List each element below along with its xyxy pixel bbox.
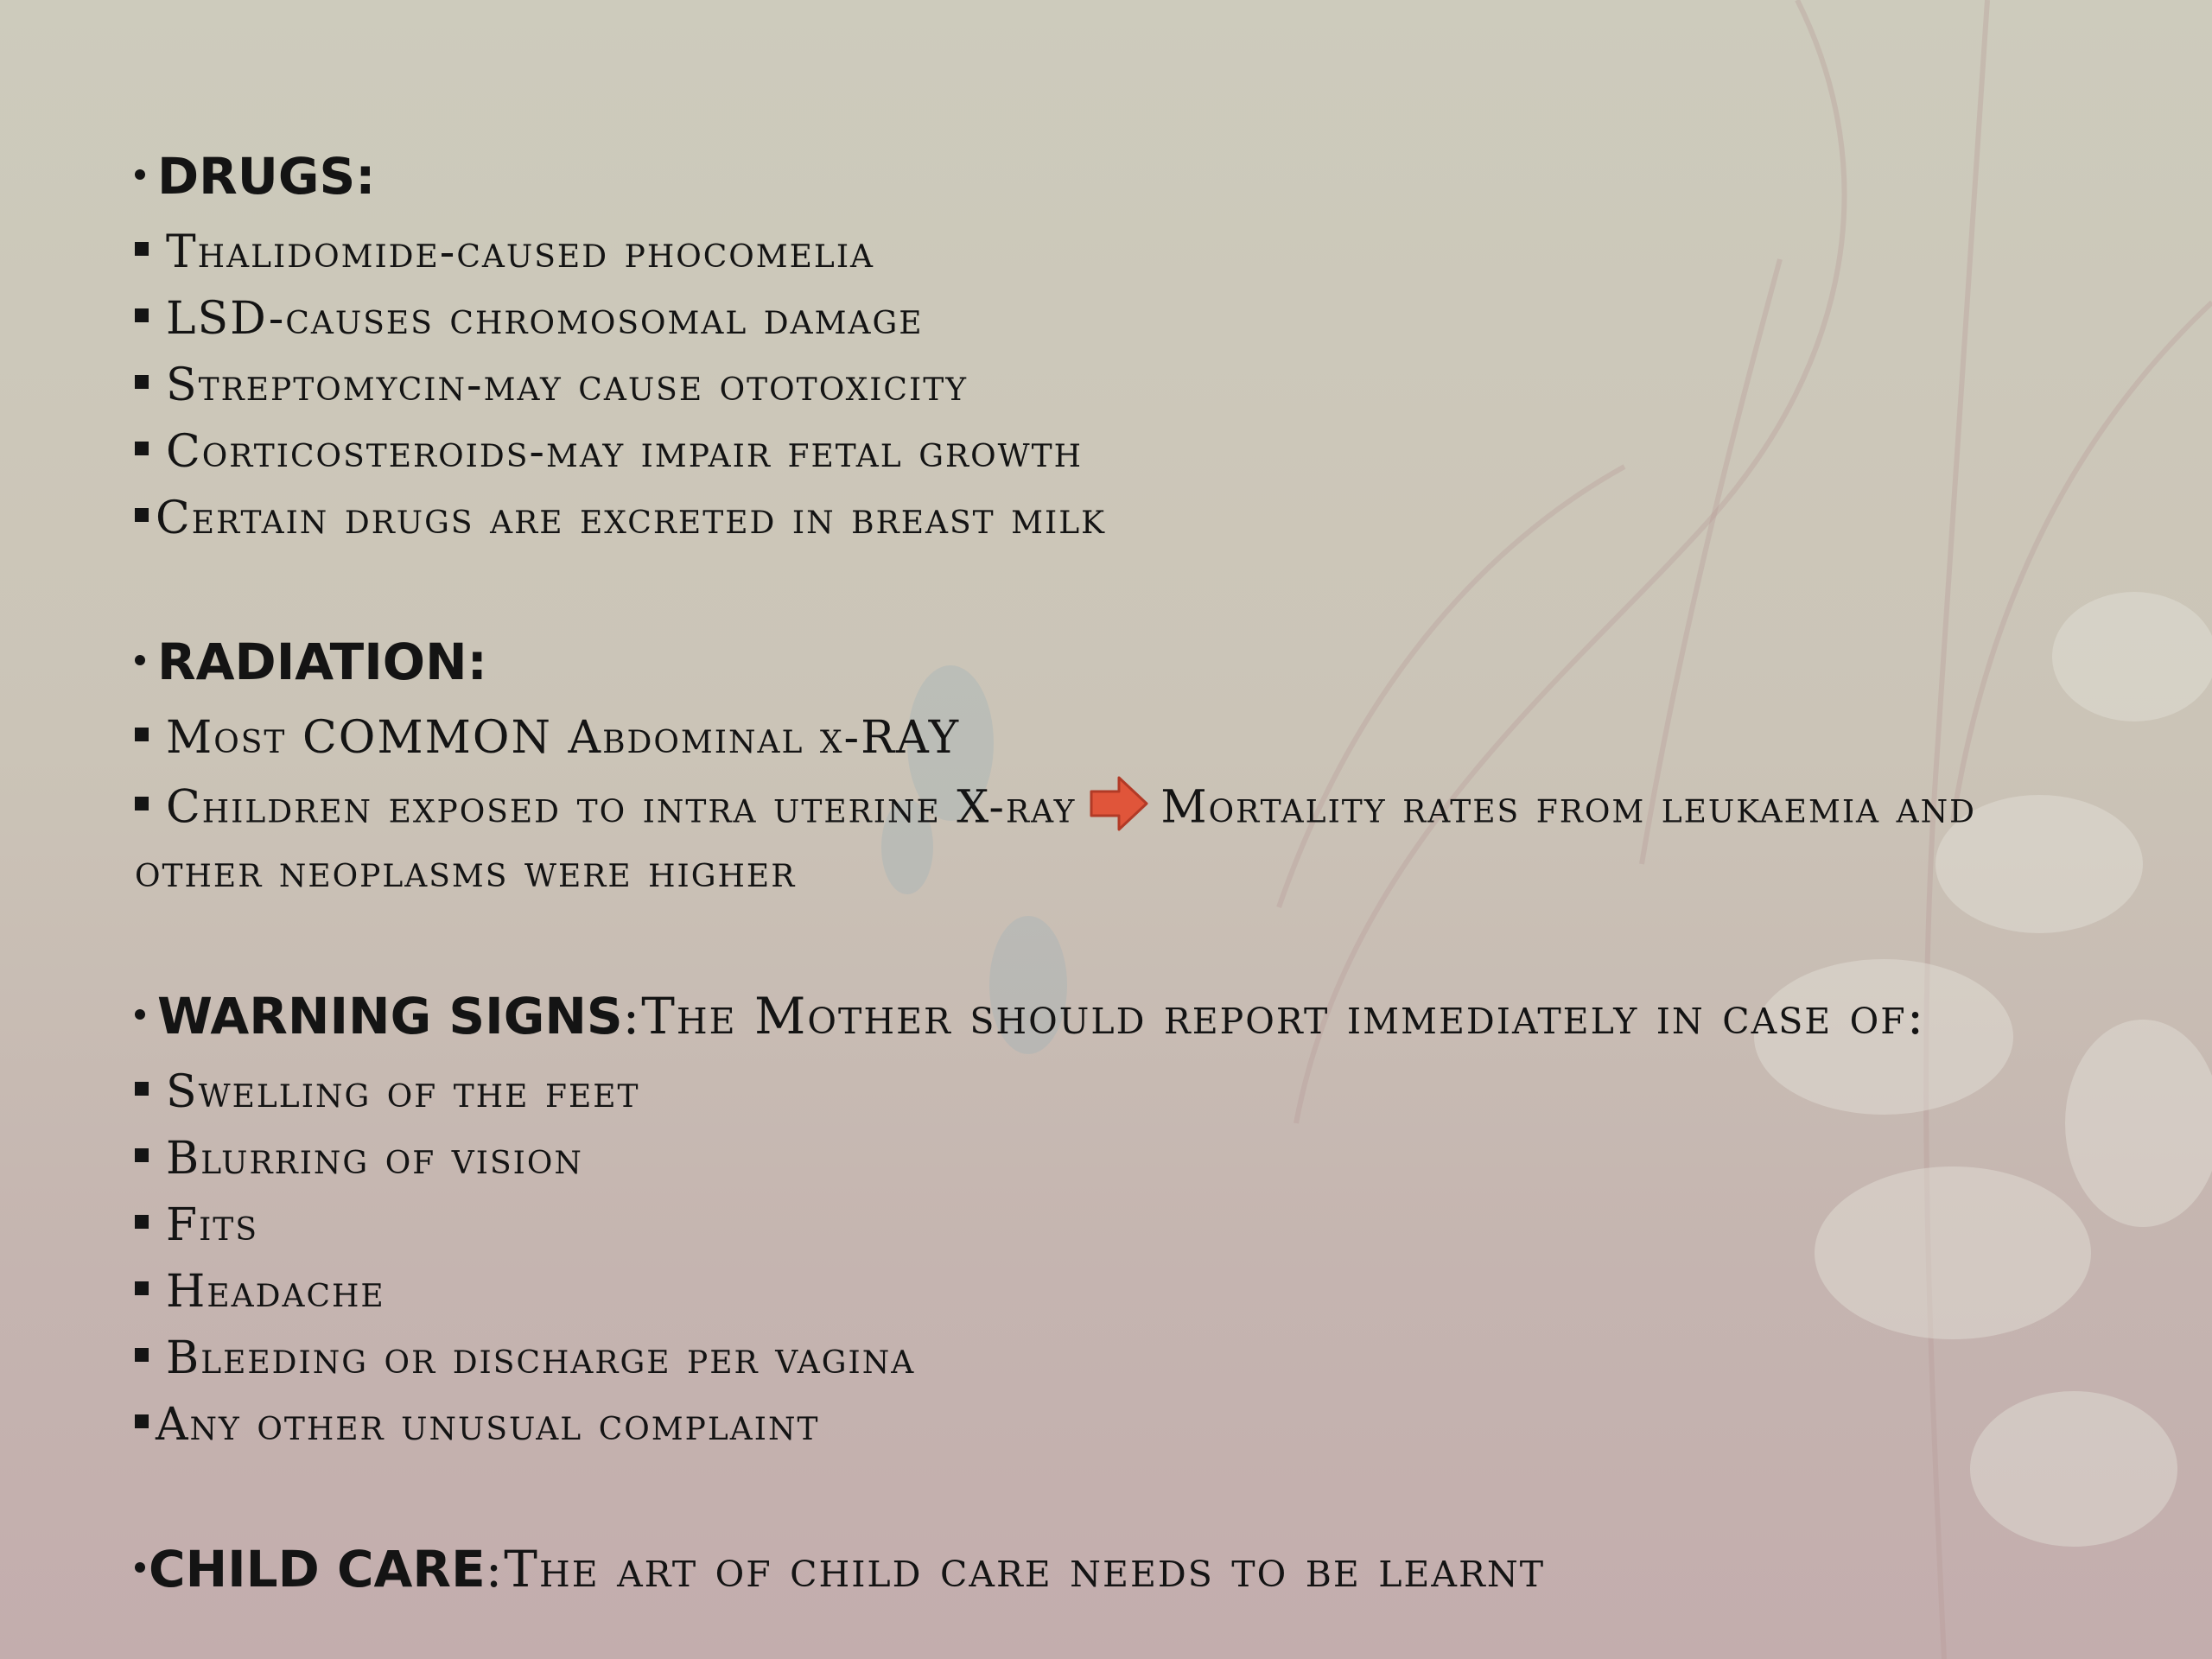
bullet-dot-icon bbox=[135, 1562, 145, 1573]
warning-signs-heading: WARNING SIGNS:The Mother should report immediately in case of: bbox=[135, 987, 1925, 1046]
square-bullet-icon bbox=[135, 728, 149, 741]
drugs-heading: DRUGS: bbox=[135, 147, 375, 206]
drugs-item: Thalidomide-caused phocomelia bbox=[135, 226, 874, 278]
bullet-dot-icon bbox=[135, 1009, 145, 1020]
warning-signs-item: Swelling of the feet bbox=[135, 1066, 640, 1118]
square-bullet-icon bbox=[135, 797, 149, 810]
square-bullet-icon bbox=[135, 1281, 149, 1295]
warning-signs-item: Any other unusual complaint bbox=[135, 1399, 819, 1451]
warning-signs-item: Blurring of vision bbox=[135, 1133, 583, 1185]
square-bullet-icon bbox=[135, 242, 149, 256]
warning-signs-item: Bleeding or discharge per vagina bbox=[135, 1332, 915, 1384]
radiation-item: Most COMMON Abdominal x-RAY bbox=[135, 712, 960, 764]
square-bullet-icon bbox=[135, 1148, 149, 1162]
square-bullet-icon bbox=[135, 442, 149, 455]
right-arrow-icon bbox=[1088, 772, 1150, 835]
square-bullet-icon bbox=[135, 508, 149, 522]
child-care-heading: CHILD CARE:The art of child care needs to be learnt bbox=[135, 1540, 1545, 1599]
drugs-item: Streptomycin-may cause ototoxicity bbox=[135, 359, 968, 411]
bullet-dot-icon bbox=[135, 169, 145, 180]
drugs-item: LSD-causes chromosomal damage bbox=[135, 293, 924, 345]
radiation-item-continuation: other neoplasms were higher bbox=[135, 846, 797, 898]
square-bullet-icon bbox=[135, 1082, 149, 1096]
square-bullet-icon bbox=[135, 308, 149, 322]
warning-signs-item: Headache bbox=[135, 1266, 385, 1318]
square-bullet-icon bbox=[135, 375, 149, 389]
radiation-heading: RADIATION: bbox=[135, 632, 487, 691]
square-bullet-icon bbox=[135, 1348, 149, 1362]
warning-signs-item: Fits bbox=[135, 1199, 258, 1251]
radiation-item: Children exposed to intra uterine X-ray Mortality rates from leukaemia and bbox=[135, 779, 1976, 842]
drugs-item: Certain drugs are excreted in breast milk bbox=[135, 493, 1106, 544]
bullet-dot-icon bbox=[135, 655, 145, 665]
drugs-item: Corticosteroids-may impair fetal growth bbox=[135, 426, 1083, 478]
square-bullet-icon bbox=[135, 1414, 149, 1428]
square-bullet-icon bbox=[135, 1215, 149, 1229]
